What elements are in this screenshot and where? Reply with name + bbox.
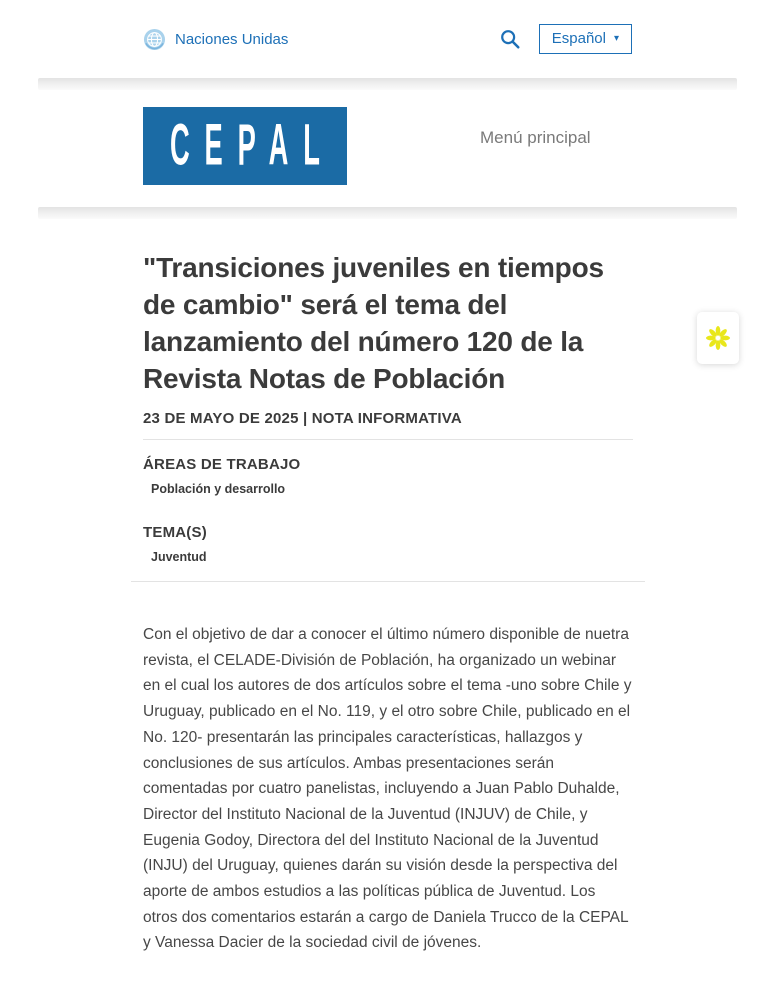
un-home-link[interactable] [143, 28, 288, 51]
topics-divider [131, 581, 645, 582]
topbar-right-group [499, 24, 632, 54]
top-utility-bar [0, 0, 773, 78]
site-header [0, 90, 773, 207]
article-content [143, 219, 633, 956]
un-emblem-icon [143, 28, 166, 51]
topics-heading: TEMA(S) [143, 524, 207, 541]
un-label[interactable]: Naciones Unidas [175, 30, 289, 48]
work-areas-heading: ÁREAS DE TRABAJO [143, 456, 301, 473]
language-label: Español [551, 30, 606, 47]
header-shadow-band-bottom [38, 207, 737, 219]
language-selector[interactable] [539, 24, 632, 54]
cepal-logo-text: CEPAL [170, 113, 335, 178]
chevron-down-icon: ▾ [613, 32, 619, 44]
article-meta: 23 DE MAYO DE 2025 | NOTA INFORMATIVA [143, 410, 462, 427]
search-button[interactable] [499, 28, 521, 50]
accessibility-pinwheel-icon [703, 323, 733, 353]
topic-link[interactable]: Juventud [151, 550, 207, 564]
article-body: Con el objetivo de dar a conocer el último número disponible de nuetra revista, el CELADE-División de Población, ha organizado un webinar en el cual los autores de dos artículos sobre el tema -uno sobre Chile y Uruguay, publicado en el No. 119, y el otro sobre Chile, publicado en el No. 120- presentarán las principales características, hallazgos y conclusiones de sus artículos. Ambas presentaciones serán comentadas por cuatro panelistas, incluyendo a Juan Pablo Duhalde, Director del Instituto Nacional de la Juventud (INJUV) de Chile, y Eugenia Godoy, Directora del del Instituto Nacional de la Juventud (INJU) del Uruguay, quienes darán su visión desde la perspectiva del aporte de ambos estudios a las políticas pública de Juventud. Los otros dos comentarios estarán a cargo de Daniela Trucco de la CEPAL y Vanessa Dacier de la sociedad civil de jóvenes. [143, 626, 632, 952]
work-area-link[interactable]: Población y desarrollo [151, 482, 286, 496]
page-title: "Transiciones juveniles en tiempos de cambio" será el tema del lanzamiento del número 120 de la Revista Notas de Población [143, 252, 604, 394]
search-icon [499, 28, 521, 50]
cepal-logo[interactable] [143, 107, 347, 185]
header-shadow-band-top [38, 78, 737, 90]
main-menu-button[interactable]: Menú principal [480, 128, 591, 147]
meta-divider [143, 439, 633, 440]
accessibility-widget-button[interactable] [697, 312, 739, 364]
